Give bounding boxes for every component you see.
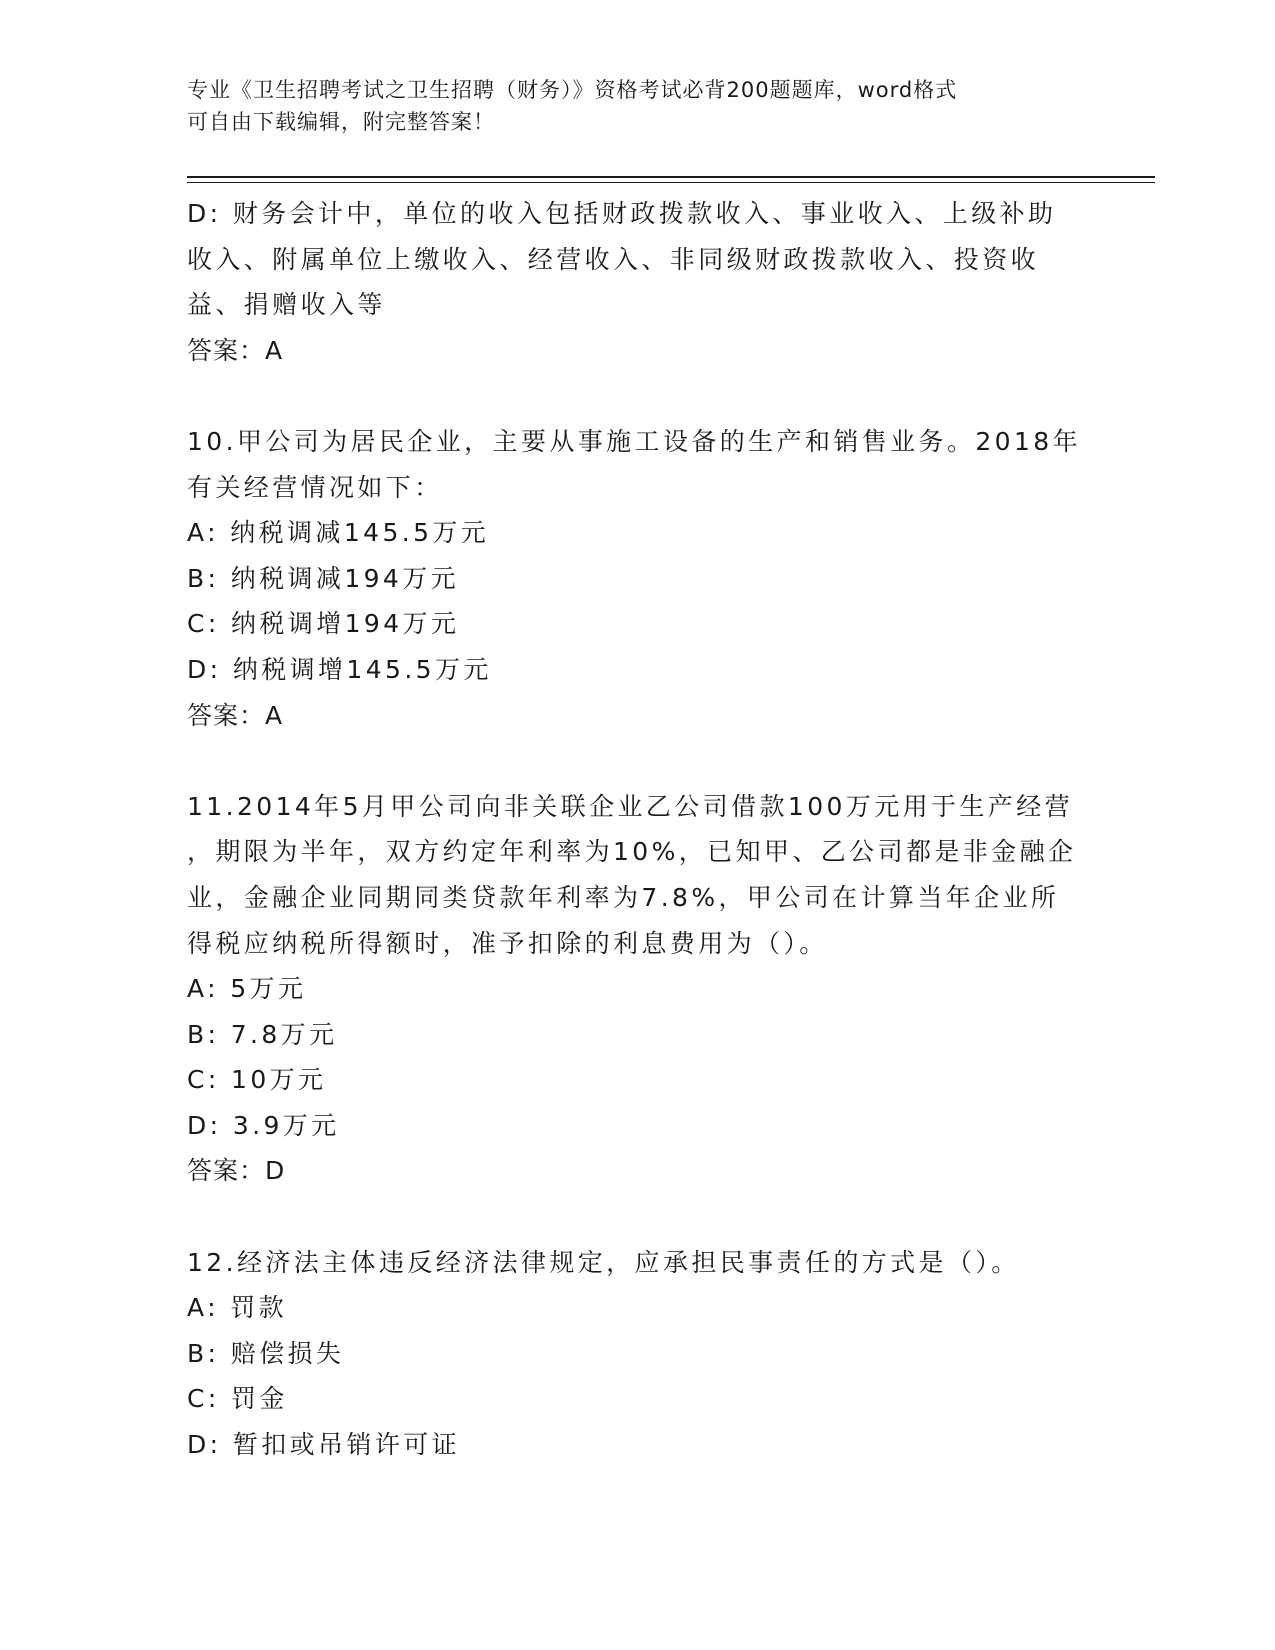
q11-answer: 答案：D xyxy=(187,1156,286,1186)
q12-stem-line-1: 12.经济法主体违反经济法律规定，应承担民事责任的方式是（）。 xyxy=(187,1247,1020,1277)
q11-stem-line-2: ，期限为半年，双方约定年利率为10%，已知甲、乙公司都是非金融企 xyxy=(187,837,1077,867)
q10-option-d: D: 纳税调增145.5万元 xyxy=(187,654,492,684)
answer-prev: 答案：A xyxy=(187,335,284,365)
q12-option-c: C: 罚金 xyxy=(187,1384,288,1414)
spacer xyxy=(187,738,1087,784)
option-d-line-2: 收入、附属单位上缴收入、经营收入、非同级财政拨款收入、投资收 xyxy=(187,244,1040,274)
document-body xyxy=(187,191,1087,1468)
page-header xyxy=(187,74,1067,138)
header-rule-thick xyxy=(187,176,1155,178)
option-d-line-1: D: 财务会计中，单位的收入包括财政拨款收入、事业收入、上级补助 xyxy=(187,199,1057,228)
header-rule-thin xyxy=(187,182,1155,183)
q10-stem-line-2: 有关经营情况如下： xyxy=(187,472,443,502)
q11-option-c: C: 10万元 xyxy=(187,1065,327,1095)
q10-answer: 答案：A xyxy=(187,700,284,730)
q10-option-a: A: 纳税调减145.5万元 xyxy=(187,518,490,548)
q11-stem-line-1: 11.2014年5月甲公司向非关联企业乙公司借款100万元用于生产经营 xyxy=(187,791,1074,821)
q10-option-b: B: 纳税调减194万元 xyxy=(187,563,460,593)
q12-option-a: A: 罚款 xyxy=(187,1293,288,1323)
q12-option-d: D: 暂扣或吊销许可证 xyxy=(187,1430,461,1460)
q11-stem-line-3: 业，金融企业同期同类贷款年利率为7.8%，甲公司在计算当年企业所 xyxy=(187,882,1060,912)
q11-stem-line-4: 得税应纳税所得额时，准予扣除的利息费用为（）。 xyxy=(187,928,828,958)
option-d-line-3: 益、捐赠收入等 xyxy=(187,290,386,320)
q10-option-c: C: 纳税调增194万元 xyxy=(187,609,460,639)
spacer xyxy=(187,373,1087,419)
q12-option-b: B: 赔偿损失 xyxy=(187,1338,345,1368)
q10-stem-line-1: 10.甲公司为居民企业，主要从事施工设备的生产和销售业务。2018年 xyxy=(187,426,1081,456)
header-line-1: 专业《卫生招聘考试之卫生招聘（财务）》资格考试必背200题题库，word格式 xyxy=(187,78,958,102)
spacer xyxy=(187,1194,1087,1240)
q11-option-d: D: 3.9万元 xyxy=(187,1110,340,1140)
q11-option-a: A: 5万元 xyxy=(187,974,307,1004)
q11-option-b: B: 7.8万元 xyxy=(187,1019,338,1049)
header-line-2: 可自由下载编辑，附完整答案！ xyxy=(187,110,495,134)
